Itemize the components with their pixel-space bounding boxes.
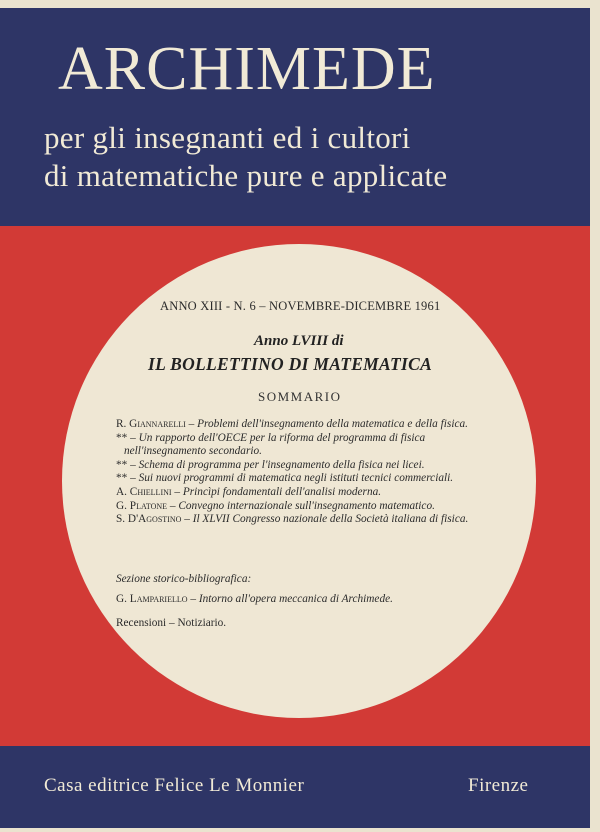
toc-title: – Convegno internazionale sull'insegnamento matematico. [167, 499, 435, 512]
toc-title: – Il XLVII Congresso nazionale della Società italiana di fisica. [181, 513, 469, 526]
toc-title: – Princìpi fondamentali dell'analisi moderna. [171, 485, 382, 498]
section-entry [116, 593, 393, 605]
contents-heading: SOMMARIO [258, 389, 342, 404]
journal-title: ARCHIMEDE [58, 35, 436, 103]
toc-entry [116, 513, 492, 527]
toc-title: – Un rapporto dell'OECE per la riforma del programma di fisica nell'insegnamento secondario. [124, 431, 426, 458]
toc-title: – Sui nuovi programmi di matematica negli istituti tecnici commerciali. [127, 472, 454, 485]
toc-title: – Problemi dell'insegnamento della matematica e della fisica. [185, 418, 468, 430]
section-author: G. Lampariello [116, 593, 188, 605]
toc-entry [116, 459, 492, 473]
issue-info: ANNO XIII - N. 6 – NOVEMBRE-DICEMBRE 1961 [160, 299, 441, 313]
publisher-city: Firenze [468, 775, 529, 796]
section-label: Sezione storico-bibliografica: [116, 573, 252, 585]
toc-author: ** [116, 472, 128, 485]
publisher-name: Casa editrice Felice Le Monnier [44, 775, 305, 796]
journal-subtitle-line1: per gli insegnanti ed i cultori [44, 120, 411, 155]
section-title: – Intorno all'opera meccanica di Archimede. [187, 593, 393, 605]
toc-author: ** [116, 458, 128, 471]
reviews-news: Recensioni – Notiziario. [116, 617, 227, 629]
toc-entry [116, 472, 492, 486]
table-of-contents [116, 418, 492, 527]
toc-author: A. Chiellini [116, 485, 172, 498]
toc-author: S. D'Agostino [116, 513, 182, 526]
toc-author: G. Platone [116, 499, 168, 512]
journal-subtitle-line2: di matematiche pure e applicate [44, 158, 448, 193]
toc-title: – Schema di programma per l'insegnamento della fisica nei licei. [127, 458, 425, 471]
toc-entry [116, 500, 492, 514]
toc-entry [116, 486, 492, 500]
anno-line: Anno LVIII di [254, 333, 344, 349]
toc-author: ** [116, 431, 128, 444]
toc-entry [116, 432, 492, 459]
bollettino-title: IL BOLLETTINO DI MATEMATICA [148, 354, 433, 374]
toc-entry [116, 418, 492, 432]
toc-author: R. Giannarelli [116, 418, 186, 430]
